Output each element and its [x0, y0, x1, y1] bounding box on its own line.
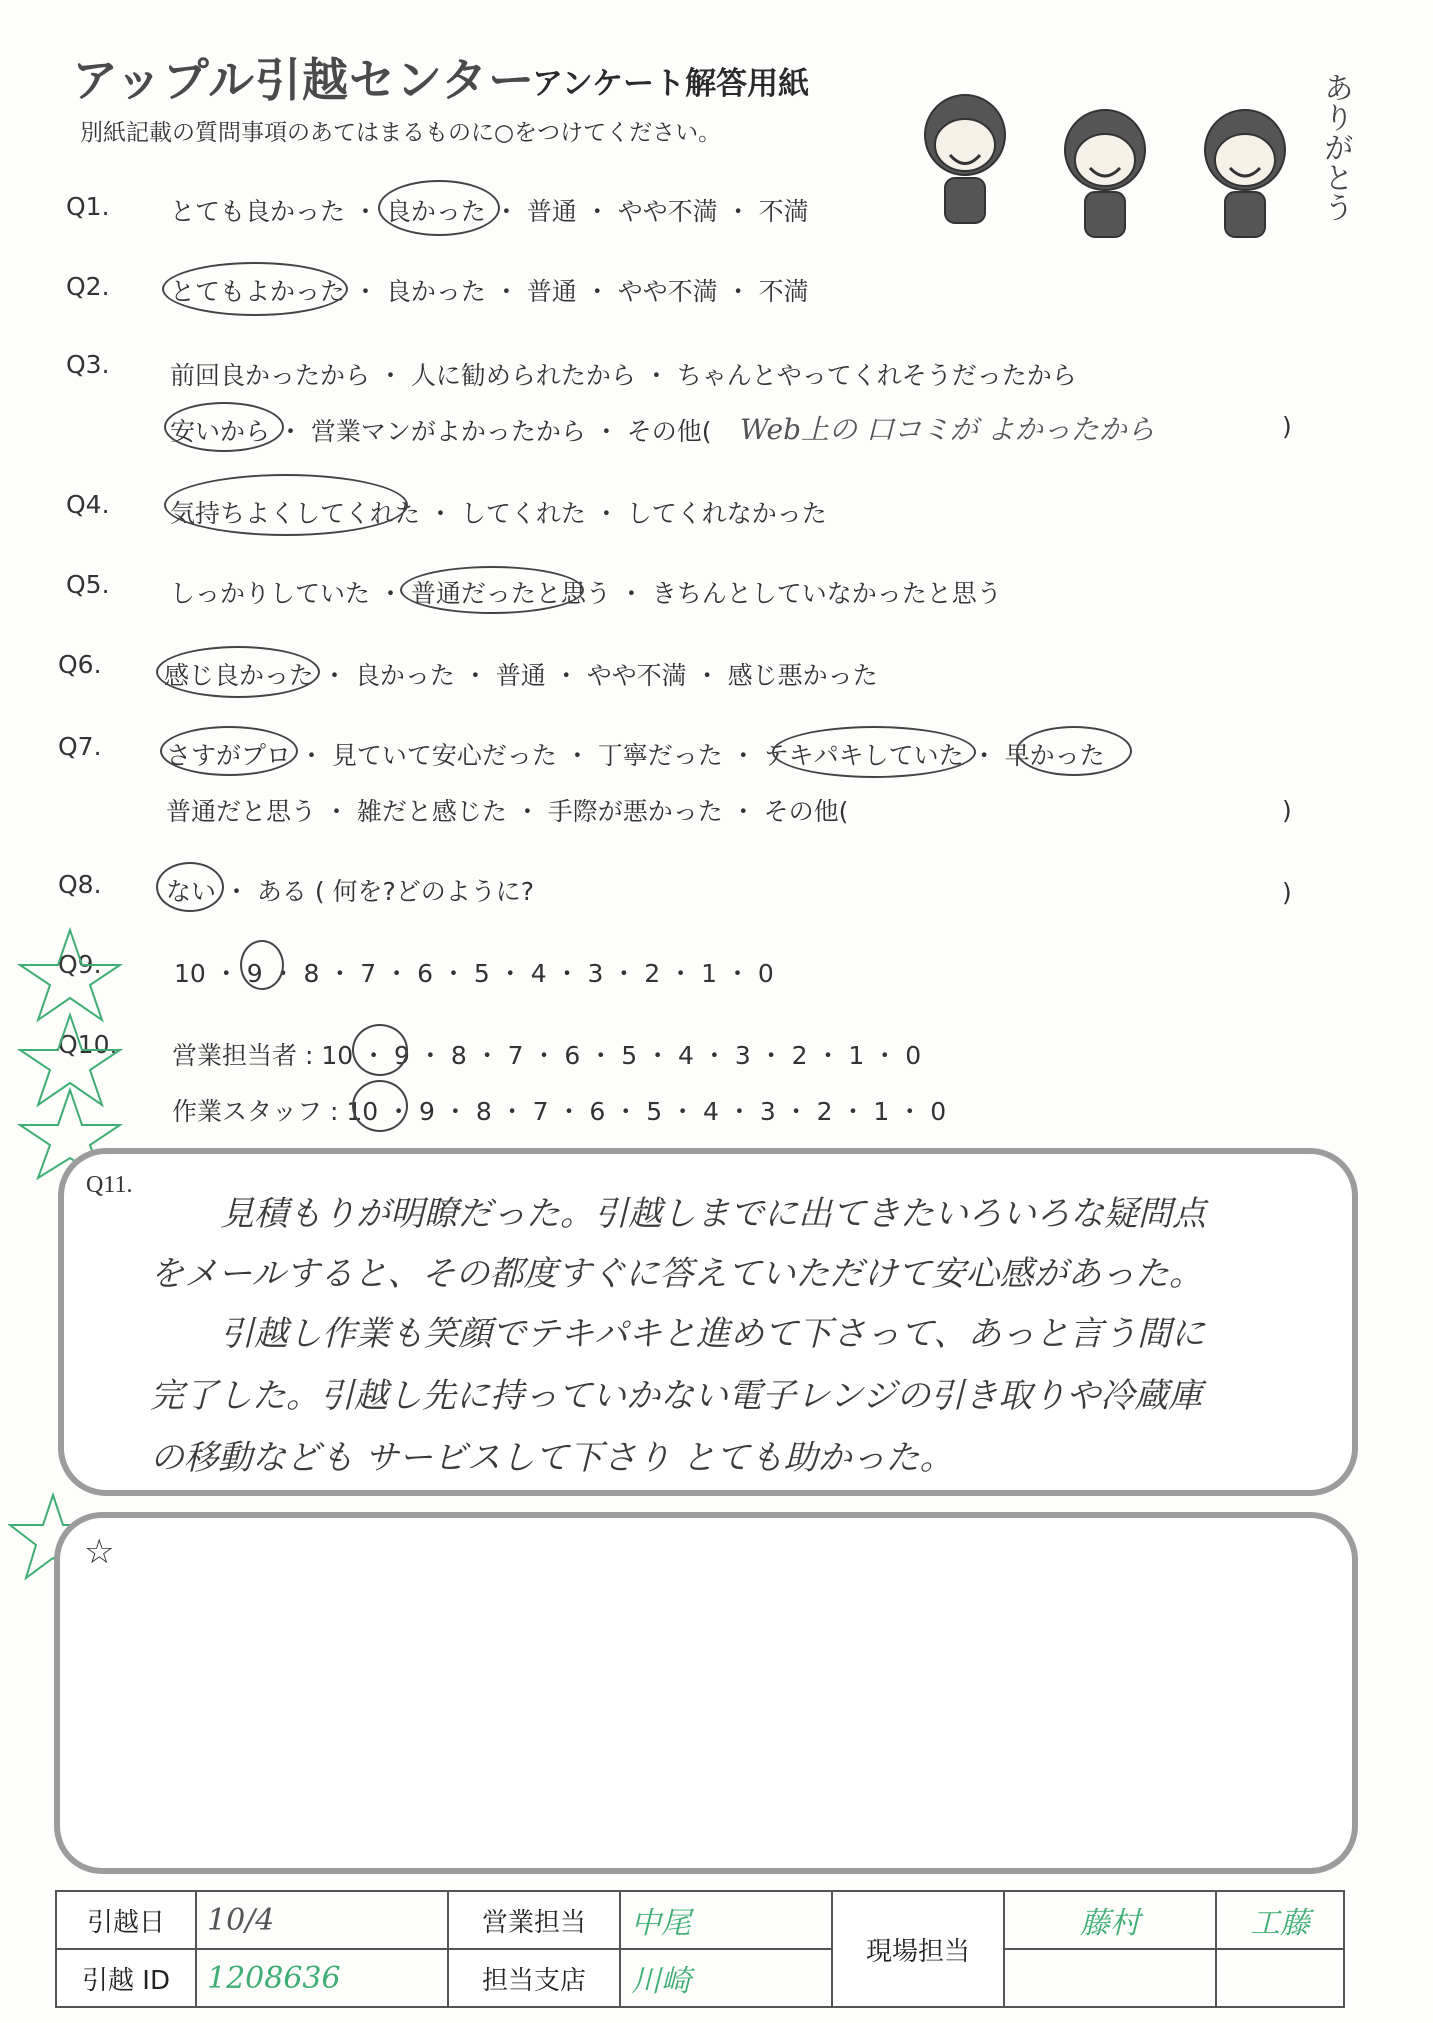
page-subtitle: アンケート解答用紙	[532, 66, 810, 102]
instruction-text: 別紙記載の質問事項のあてはまるものに○をつけてください。	[80, 120, 722, 146]
site-manager-value-2: 工藤	[1250, 1906, 1310, 1941]
q6-selection-circle	[156, 646, 320, 698]
q11-answer-line-5: の移動なども サービスして下さり とても助かった。	[150, 1438, 954, 1478]
q1-options: とても良かった ・ 良かった ・ 普通 ・ やや不満 ・ 不満	[170, 197, 809, 226]
branch-label: 担当支店	[448, 1949, 620, 2007]
q10-number: Q10.	[58, 1030, 118, 1059]
q10-sales-scale: 営業担当者 : 10 ・ 9 ・ 8 ・ 7 ・ 6 ・ 5 ・ 4 ・ 3 ・ 2 ・ 1 ・ 0	[172, 1041, 922, 1070]
q8-options: ない ・ ある ( 何を?どのように?	[166, 877, 535, 906]
moving-id-label: 引越 ID	[56, 1949, 196, 2007]
mascot-icon	[1205, 110, 1285, 237]
q3-close-paren: )	[1282, 412, 1292, 441]
branch-value: 川崎	[631, 1964, 691, 1999]
q11-answer-line-2: をメールすると、その都度すぐに答えていただけて安心感があった。	[150, 1254, 1203, 1294]
moving-date-label: 引越日	[56, 1891, 196, 1949]
moving-info-table	[55, 1890, 1345, 2008]
q10-staff-selection-circle	[352, 1080, 408, 1132]
q3-number: Q3.	[66, 350, 110, 379]
mascot-icon	[1065, 110, 1145, 237]
sales-rep-value: 中尾	[631, 1906, 691, 1941]
mascot-icon	[925, 95, 1005, 223]
q5-options: しっかりしていた ・ 普通だったと思う ・ きちんとしていなかったと思う	[170, 579, 1002, 608]
q3-options-line2: 安いから ・ 営業マンがよかったから ・ その他(	[170, 417, 712, 446]
q11-label: Q11.	[86, 1172, 133, 1198]
q6-options: 感じ良かった ・ 良かった ・ 普通 ・ やや不満 ・ 感じ悪かった	[164, 661, 878, 690]
page-title: アップル引越センター	[72, 53, 536, 107]
q3-selection-circle	[164, 402, 284, 452]
q9-selection-circle	[240, 940, 284, 990]
sales-rep-label: 営業担当	[448, 1891, 620, 1949]
q2-selection-circle	[162, 262, 348, 316]
q5-number: Q5.	[66, 570, 110, 599]
q6-number: Q6.	[58, 650, 102, 679]
q1-number: Q1.	[66, 192, 110, 221]
q1-selection-circle	[378, 180, 500, 236]
star-box-label: ☆	[84, 1532, 115, 1572]
q7-selection-circle-fast	[1016, 726, 1132, 776]
q10-sales-selection-circle	[352, 1024, 408, 1076]
q5-selection-circle	[400, 566, 584, 614]
star-icon	[20, 930, 120, 1020]
free-comment-box	[54, 1512, 1358, 1874]
q3-options: 前回良かったから ・ 人に勧められたから ・ ちゃんとやってくれそうだったから	[170, 361, 1077, 390]
q7-options: さすがプロ ・ 見ていて安心だった ・ 丁寧だった ・ テキパキしていた ・ 早かった	[166, 741, 1105, 770]
q8-selection-circle	[156, 862, 224, 912]
q3-handwritten-other: Web上の 口コミが よかったから	[740, 413, 1155, 446]
q9-scale: 10 ・ 9 ・ 8 ・ 7 ・ 6 ・ 5 ・ 4 ・ 3 ・ 2 ・ 1 ・ 0	[174, 959, 774, 988]
mascot-illustration	[880, 60, 1353, 250]
q9-number: Q9.	[58, 950, 102, 979]
q4-selection-circle	[164, 474, 408, 536]
q4-options: 気持ちよくしてくれた ・ してくれた ・ してくれなかった	[170, 499, 827, 528]
q11-answer-line-3: 引越し作業も笑顔でテキパキと進めて下さって、あっと言う間に	[220, 1314, 1205, 1354]
q4-number: Q4.	[66, 490, 110, 519]
site-manager-value-1: 藤村	[1080, 1906, 1140, 1941]
q8-close-paren: )	[1282, 878, 1292, 907]
q7-options-line2: 普通だと思う ・ 雑だと感じた ・ 手際が悪かった ・ その他(	[166, 797, 849, 826]
q11-answer-line-1: 見積もりが明瞭だった。引越しまでに出てきたいろいろな疑問点	[220, 1194, 1206, 1234]
q7-close-paren: )	[1282, 796, 1292, 825]
q8-number: Q8.	[58, 870, 102, 899]
moving-date-value: 10/4	[207, 1902, 275, 1938]
q2-number: Q2.	[66, 272, 110, 301]
q10-staff-scale: 作業スタッフ : 10 ・ 9 ・ 8 ・ 7 ・ 6 ・ 5 ・ 4 ・ 3 ・ 2 ・ 1 ・ 0	[172, 1097, 947, 1126]
site-manager-label: 現場担当	[832, 1891, 1004, 2007]
q2-options: とてもよかった ・ 良かった ・ 普通 ・ やや不満 ・ 不満	[170, 277, 809, 306]
q7-number: Q7.	[58, 732, 102, 761]
q7-selection-circle-tekipaki	[772, 726, 976, 778]
q7-selection-circle-pro	[160, 726, 298, 776]
moving-id-value: 1208636	[207, 1960, 341, 1996]
green-star-marks	[10, 920, 150, 1180]
mascot-caption: ありがとう	[1318, 72, 1353, 222]
q11-answer-line-4: 完了した。引越し先に持っていかない電子レンジの引き取りや冷蔵庫	[150, 1376, 1203, 1416]
